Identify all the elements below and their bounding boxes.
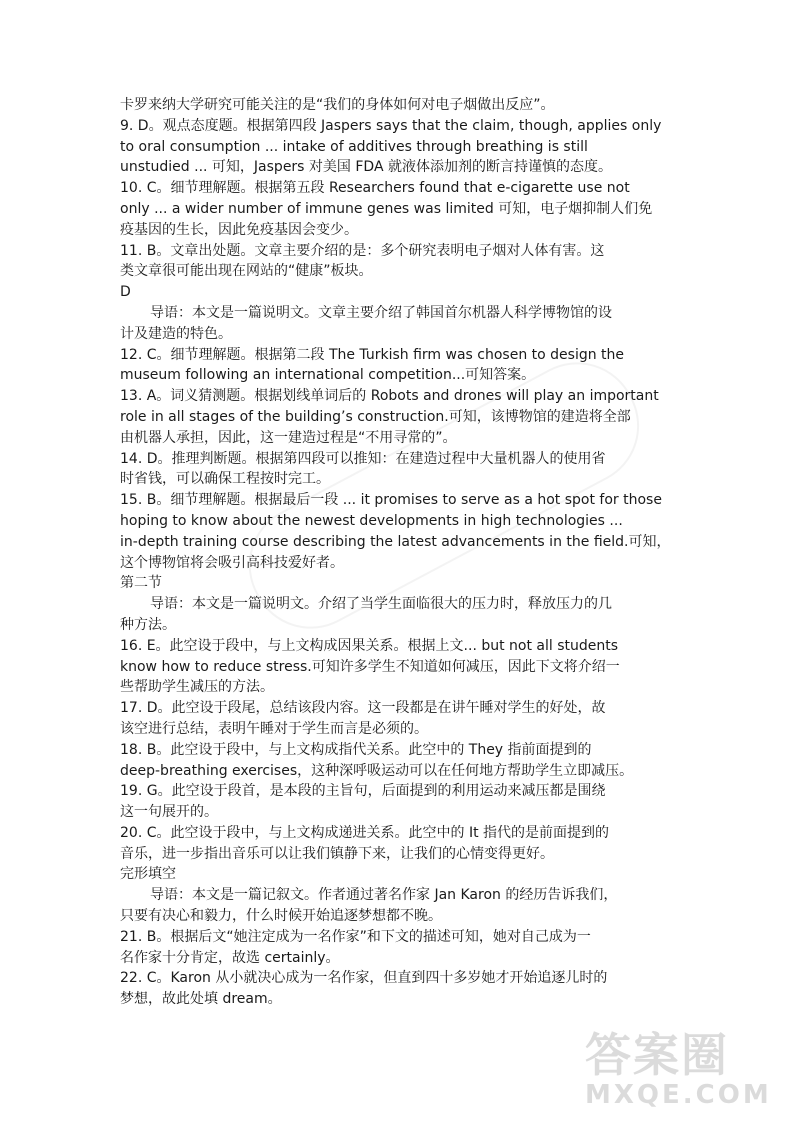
text-line: 类文章很可能出现在网站的“健康”板块。 xyxy=(120,263,373,280)
text-line: 完形填空 xyxy=(120,866,176,883)
text-line: 20. C。此空设于段中，与上文构成递进关系。此空中的 It 指代的是前面提到的 xyxy=(120,824,610,841)
text-line: 16. E。此空设于段中，与上文构成因果关系。根据上文... but not all students xyxy=(120,637,619,654)
text-line: 13. A。词义猜测题。根据划线单词后的 Robots and drones will play an important xyxy=(120,388,659,405)
text-line: hoping to know about the newest developments in high technologies ... xyxy=(120,512,623,529)
text-line: 梦想，故此处填 dream。 xyxy=(120,991,282,1008)
text-line: role in all stages of the building’s construction.可知，该博物馆的建造将全部 xyxy=(120,408,631,425)
text-line: 导语：本文是一篇说明文。文章主要介绍了韩国首尔机器人科学博物馆的设 xyxy=(150,304,612,321)
text-line: 疫基因的生长，因此免疫基因会变少。 xyxy=(120,221,358,238)
text-line: 种方法。 xyxy=(120,616,176,633)
watermark-logo xyxy=(585,1030,785,1115)
text-line: 计及建造的特色。 xyxy=(120,325,232,342)
text-line: 第二节 xyxy=(120,575,162,592)
text-line: 时省钱，可以确保工程按时完工。 xyxy=(120,471,330,488)
text-line: museum following an international competition...可知答案。 xyxy=(120,367,536,384)
text-line: 12. C。细节理解题。根据第二段 The Turkish firm was chosen to design the xyxy=(120,346,625,363)
text-line: 17. D。此空设于段尾，总结该段内容。这一段都是在讲午睡对学生的好处，故 xyxy=(120,700,606,717)
watermark-logo-bottom: MXQE.COM xyxy=(585,1080,772,1110)
text-line: to oral consumption ... intake of additives through breathing is still xyxy=(120,138,588,155)
text-line: 22. C。Karon 从小就决心成为一名作家，但直到四十多岁她才开始追逐儿时的 xyxy=(120,970,608,987)
text-line: 这一句展开的。 xyxy=(120,804,218,821)
text-line: 导语：本文是一篇记叙文。作者通过著名作家 Jan Karon 的经历告诉我们， xyxy=(150,887,618,904)
text-line: 21. B。根据后文“她注定成为一名作家”和下文的描述可知，她对自己成为一 xyxy=(120,928,591,945)
text-line: 些帮助学生减压的方法。 xyxy=(120,679,274,696)
text-line: know how to reduce stress.可知许多学生不知道如何减压，因此下文将介绍一 xyxy=(120,658,620,675)
text-line: unstudied ... 可知，Jaspers 对美国 FDA 就液体添加剂的断言持谨慎的态度。 xyxy=(120,159,612,176)
watermark-logo-top: 答案圈 xyxy=(585,1028,729,1082)
text-line: 19. G。此空设于段首，是本段的主旨句，后面提到的利用运动来减压都是围绕 xyxy=(120,783,606,800)
text-line: 这个博物馆将会吸引高科技爱好者。 xyxy=(120,554,344,571)
text-line: 15. B。细节理解题。根据最后一段 ... it promises to serve as a hot spot for those xyxy=(120,492,662,509)
document-body xyxy=(120,95,680,1010)
text-line: 18. B。此空设于段中，与上文构成指代关系。此空中的 They 指前面提到的 xyxy=(120,741,592,758)
text-line: 该空进行总结，表明午睡对于学生而言是必须的。 xyxy=(120,720,428,737)
text-line: 14. D。推理判断题。根据第四段可以推知：在建造过程中大量机器人的使用省 xyxy=(120,450,606,467)
text-line: 导语：本文是一篇说明文。介绍了当学生面临很大的压力时，释放压力的几 xyxy=(150,596,612,613)
text-line: 只要有决心和毅力，什么时候开始追逐梦想都不晚。 xyxy=(120,908,442,925)
text-line: 音乐，进一步指出音乐可以让我们镇静下来，让我们的心情变得更好。 xyxy=(120,845,554,862)
text-line: only ... a wider number of immune genes was limited 可知，电子烟抑制人们免 xyxy=(120,200,653,217)
text-line: 由机器人承担，因此，这一建造过程是“不用寻常的”。 xyxy=(120,429,457,446)
text-line: D xyxy=(120,284,131,301)
text-line: 11. B。文章出处题。文章主要介绍的是：多个研究表明电子烟对人体有害。这 xyxy=(120,242,605,259)
text-line: deep-breathing exercises，这种深呼吸运动可以在任何地方帮助学生立即减压。 xyxy=(120,762,634,779)
text-line: 卡罗来纳大学研究可能关注的是“我们的身体如何对电子烟做出反应”。 xyxy=(120,97,555,113)
text-line: 9. D。观点态度题。根据第四段 Jaspers says that the claim, though, applies only xyxy=(120,117,662,134)
text-line: 名作家十分肯定，故选 certainly。 xyxy=(120,949,340,966)
text-line: 10. C。细节理解题。根据第五段 Researchers found that e-cigarette use not xyxy=(120,180,630,197)
text-line: in-depth training course describing the latest advancements in the field.可知， xyxy=(120,533,671,550)
